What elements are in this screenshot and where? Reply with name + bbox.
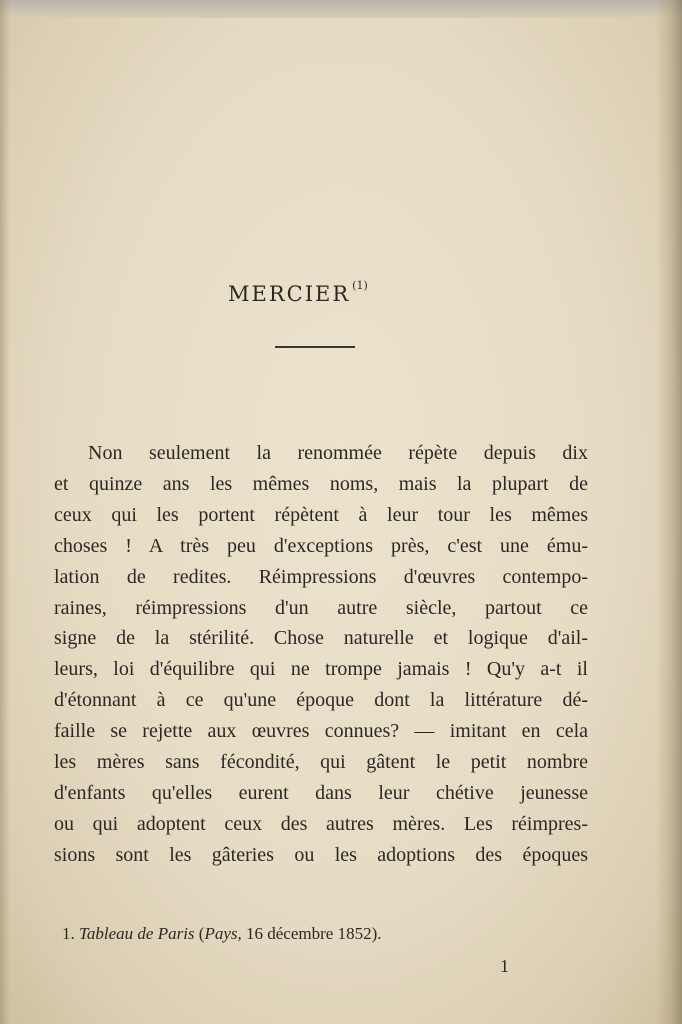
body-paragraph [54,438,588,871]
text-line: les mères sans fécondité, qui gâtent le petit nombre [54,751,588,774]
page-right-edge [656,0,682,1024]
text-line: d'enfants qu'elles eurent dans leur chétive jeunesse [54,781,588,804]
text-line: ou qui adoptent ceux des autres mères. Les réimpres- [54,812,588,835]
text-line: choses ! A très peu d'exceptions près, c'est une ému- [54,534,588,557]
text-line: ceux qui les portent répètent à leur tour les mêmes [54,503,588,526]
text-line: signe de la stérilité. Chose naturelle et logique d'ail- [54,627,588,650]
text-line: sions sont les gâteries ou les adoptions des époques [54,843,588,866]
chapter-title-text: MERCIER [228,282,351,306]
footnote-source: Pays [204,924,238,943]
title-divider [275,346,355,348]
page-number: 1 [500,956,509,976]
text-line: leurs, loi d'équilibre qui ne trompe jamais ! Qu'y a-t il [54,658,588,681]
footnote-open-paren: ( [194,924,205,943]
footnote-marker: (1) [352,279,368,292]
page-top-edge [0,0,682,18]
text-line: faille se rejette aux œuvres connues? — imitant en cela [54,720,588,743]
footnote-work-title: Tableau de Paris [79,924,195,943]
footnote-number: 1. [62,924,75,943]
chapter-title [228,279,368,306]
text-line: Non seulement la renommée répète depuis dix [88,442,588,464]
footnote [62,924,382,944]
text-line: lation de redites. Réimpressions d'œuvres contempo- [54,565,588,588]
page-left-edge [0,0,10,1024]
text-line: d'étonnant à ce qu'une époque dont la littérature dé- [54,689,588,712]
text-line: raines, réimpressions d'un autre siècle, partout ce [54,596,588,619]
text-line: et quinze ans les mêmes noms, mais la plupart de [54,472,588,495]
footnote-date: , 16 décembre 1852). [237,924,382,943]
